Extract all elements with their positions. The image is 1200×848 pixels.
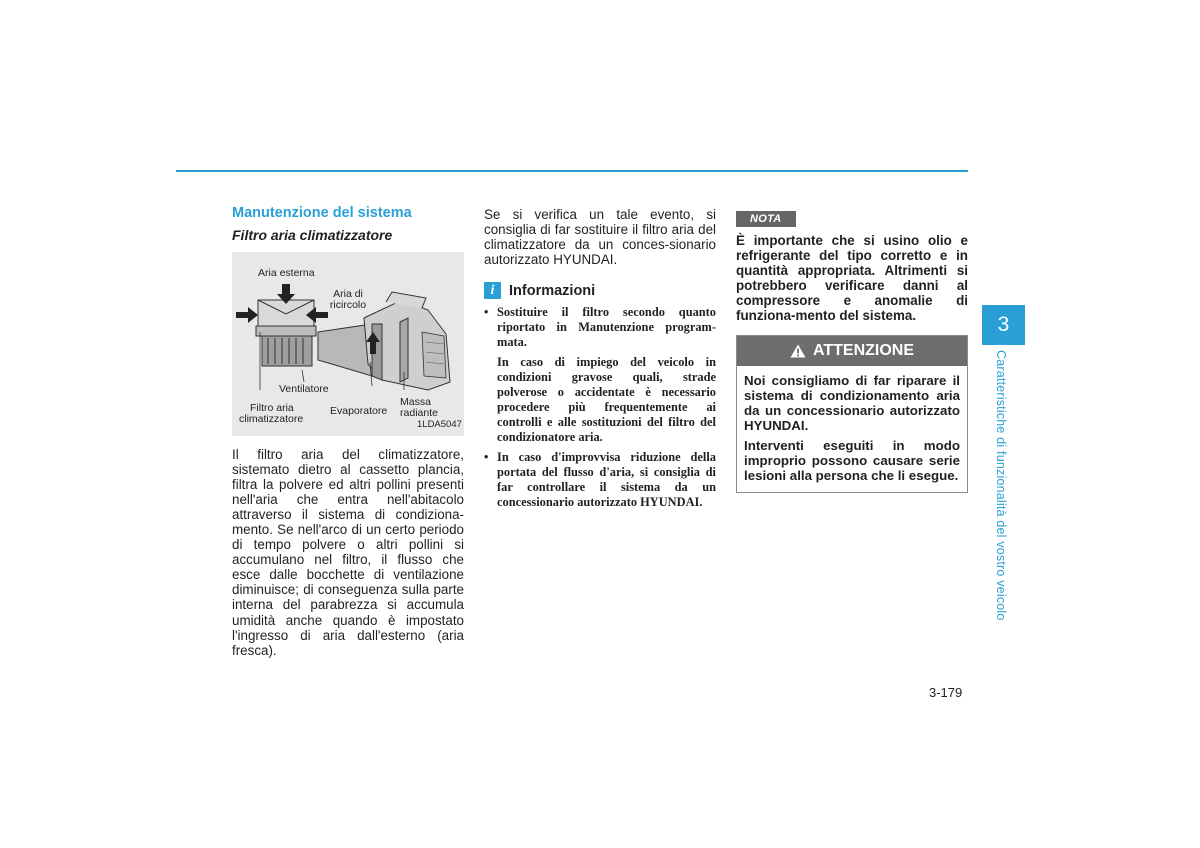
replacement-advice: Se si verifica un tale evento, si consiglia di far sostituire il filtro aria del climatizzatore da un conces-sionario autorizzato HYUNDAI.: [484, 207, 716, 268]
filter-description: Il filtro aria del climatizzatore, sistemato dietro al cassetto plancia, filtra la polvere ed altri pollini presenti nell'aria che entra nell'abitacolo attraverso il sistema di condiziona-mento. Se nell'arco di un certo periodo di tempo polvere o altri pollini si accumulano nel filtro, il flusso che esce dalle bocchette di ventilazione diminuisce; di conseguenza sulla parte interna del parabrezza si accumula umidità anche quando è impostato l'ingresso di aria dall'esterno (aria fresca).: [232, 447, 464, 658]
attenzione-text-1: Noi consigliamo di far riparare il sistema di condizionamento aria da un concessionario autorizzato HYUNDAI.: [744, 372, 960, 433]
info-item-1-text: • Sostituire il filtro secondo quanto riportato in Manutenzione program-mata.: [497, 305, 716, 350]
label-filtro-1: Filtro aria: [250, 402, 294, 414]
label-aria-esterna: Aria esterna: [258, 267, 315, 279]
subsection-title: Filtro aria climatizzatore: [232, 227, 393, 243]
attenzione-header: [737, 336, 967, 366]
list-item: [484, 305, 716, 445]
list-item: [484, 450, 716, 510]
header-rule: [176, 170, 968, 172]
attenzione-body: [737, 366, 967, 493]
attenzione-box: [736, 335, 968, 494]
section-title: Manutenzione del sistema: [232, 205, 412, 221]
info-item-1-extra: In caso di impiego del veicolo in condizioni gravose quali, strade polverose o accidentate è necessario procedere più frequentemente ai controlli e alle sostituzioni del filtro del condizionatore aria.: [497, 355, 716, 445]
label-filtro-2: climatizzatore: [239, 413, 304, 425]
figure-code: 1LDA5047: [417, 419, 462, 430]
attenzione-text-2: Interventi eseguiti in modo improprio possono causare serie lesioni alla persona che li esegue.: [744, 437, 960, 484]
chapter-title: Caratteristiche di funzionalità del vostro veicolo: [994, 350, 1008, 621]
label-aria-ricircolo-1: Aria di: [333, 288, 363, 300]
column-right: [736, 209, 968, 493]
column-middle: [484, 207, 716, 515]
info-item-2-text: • In caso d'improvvisa riduzione della portata del flusso d'aria, si consiglia di far controllare il sistema da un concessionario autorizzato HYUNDAI.: [497, 450, 716, 510]
label-massa-2: radiante: [400, 407, 438, 419]
chapter-number-tab: 3: [982, 305, 1025, 345]
air-filter-diagram: [232, 252, 464, 436]
label-ventilatore: Ventilatore: [279, 383, 329, 395]
info-header: [484, 282, 716, 299]
attenzione-title: ATTENZIONE: [812, 341, 915, 359]
nota-tag: NOTA: [736, 211, 796, 227]
label-massa-1: Massa: [400, 396, 431, 408]
warning-triangle-icon: [790, 344, 806, 358]
info-icon: i: [484, 282, 501, 299]
label-aria-ricircolo-2: ricircolo: [329, 299, 367, 311]
info-title: Informazioni: [509, 282, 596, 299]
page-number: 3-179: [929, 685, 963, 700]
column-left: [232, 205, 464, 658]
nota-text: È importante che si usino olio e refrigerante del tipo corretto e in quantità appropriata. Altrimenti si potrebbero verificare danni al compressore e anomalie di funziona-mento del sistema.: [736, 233, 968, 324]
label-evaporatore: Evaporatore: [330, 405, 388, 417]
info-list: [484, 305, 716, 510]
